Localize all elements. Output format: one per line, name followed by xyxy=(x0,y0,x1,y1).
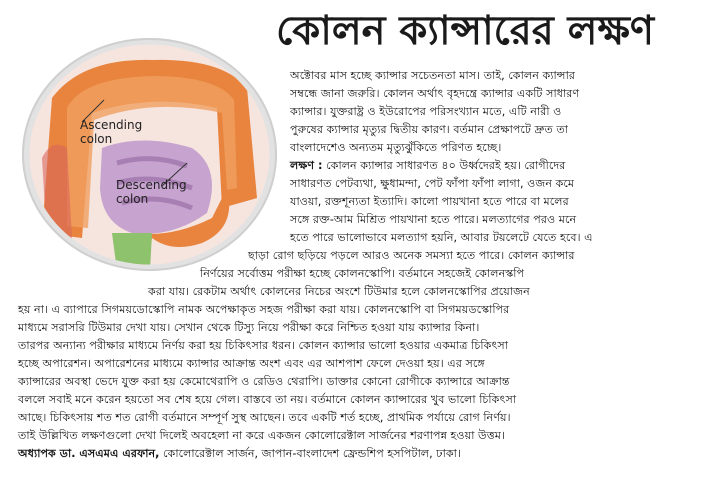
author-affiliation: কোলোরেক্টাল সার্জন, জাপান-বাংলাদেশ ফ্রেন্ডশিপ হসপিটাল, ঢাকা। xyxy=(159,447,461,460)
label-ascending-line2: colon xyxy=(80,132,113,146)
label-descending-line2: colon xyxy=(116,192,149,206)
colon-illustration xyxy=(22,38,277,271)
body-line: বললে সবাই মনে করেন হয়তো সব শেষ হয়ে গেল। বাস্তবে তা নয়। বর্তমানে কোলন ক্যান্সারের খুব ভালো চিকিৎসা xyxy=(18,393,517,406)
label-descending-line1: Descending xyxy=(116,178,187,192)
body-line: করা যায়। রেকটাম অর্থাৎ কোলনের নিচের অংশে টিউমার হলে কোলনস্কোপির প্রয়োজন xyxy=(148,285,530,298)
body-line: বাংলাদেশেও অন্যতম মৃত্যুঝুঁকিতে পরিণত হচ্ছে। xyxy=(290,141,502,154)
body-line: হচ্ছে অপারেশন। অপারেশনের মাধ্যমে ক্যান্সার আক্রান্ত অংশ এবং এর আশপাশ ফেলে দেওয়া হয়। এর সঙ্গে xyxy=(18,357,485,370)
symptoms-label: লক্ষণ : xyxy=(290,159,323,172)
body-line: হয় না। এ ব্যাপারে সিগময়ডোস্কোপি নামক অপেক্ষাকৃত সহজ পরীক্ষা করা যায়। কোলনস্কোপি বা সিগময়ডস্কোপির xyxy=(18,303,510,316)
body-line: তাই উল্লিখিত লক্ষণগুলো দেখা দিলেই অবহেলা না করে একজন কোলোরেক্টাল সার্জনের শরণাপন্ন হওয়া উত্তম। xyxy=(18,429,505,442)
body-line: ক্যান্সারের অবস্থা ভেদে যুক্ত করা হয় কেমোথেরাপি ও রেডিও থেরাপি। ডাক্তার কোনো রোগীকে ক্যান্সারে আক্রান্ত xyxy=(18,375,510,388)
label-ascending-line1: Ascending xyxy=(80,118,143,132)
body-line: হতে পারে ভালোভাবে মলত্যাগ হয়নি, আবার টয়লেটে যেতে হবে। এ xyxy=(290,231,593,244)
body-line: তারপর অন্যান্য পরীক্ষার মাধ্যমে নির্ণয় করা হয় চিকিৎসার ধরন। কোলন ক্যান্সার ভালো হওয়ার একমাত্র চিকিৎসা xyxy=(18,339,509,352)
symptoms-text: কোলন ক্যান্সার সাধারণত ৪০ উর্ধ্বদেরই হয়। রোগীদের xyxy=(322,159,566,172)
author-credit xyxy=(18,446,461,462)
body-line: সাধারণত পেটব্যথা, ক্ষুধামন্দা, পেট ফাঁপা ফাঁপা লাগা, ওজন কমে xyxy=(290,177,575,190)
label-descending-colon xyxy=(116,178,187,206)
body-line: আছে। চিকিৎসায় শত শত রোগী বর্তমানে সম্পূর্ণ সুস্থ আছেন। তবে একটি শর্ত হচ্ছে, প্রাথমিক পর্যায়ে রোগ নির্ণয়। xyxy=(18,411,511,424)
body-line: সম্বন্ধে জানা জরুরি। কোলন অর্থাৎ বৃহদন্ত্রে ক্যান্সার একটি সাধারণ xyxy=(290,87,580,100)
body-line: নির্ণয়ের সর্বোত্তম পরীক্ষা হচ্ছে কোলনস্কোপি। বর্তমানে সহজেই কোলনস্কপি xyxy=(200,267,525,280)
colon-anatomy-image xyxy=(22,38,277,271)
body-line: সঙ্গে রক্ত-আম মিশ্রিত পায়খানা হতে পারে। মলত্যাগের পরও মনে xyxy=(290,213,577,226)
body-line: ছাড়া রোগ ছড়িয়ে পড়লে আরও অনেক সমস্যা হতে পারে। কোলন ক্যান্সার xyxy=(248,249,575,262)
body-line: পুরুষের ক্যান্সার মৃত্যুর দ্বিতীয় কারণ। বর্তমান প্রেক্ষাপটে দ্রুত তা xyxy=(290,123,568,136)
author-name: অধ্যাপক ডা. এসএমএ এরফান, xyxy=(18,447,160,460)
label-ascending-colon xyxy=(80,118,142,146)
article-title: কোলন ক্যান্সারের লক্ষণ xyxy=(276,8,655,54)
body-line: যাওয়া, রক্তশূন্যতা ইত্যাদি। কালো পায়খানা হতে পারে বা মলের xyxy=(290,195,569,208)
body-line: ক্যান্সার। যুক্তরাষ্ট্র ও ইউরোপের পরিসংখ্যান মতে, এটি নারী ও xyxy=(290,105,562,118)
body-line: মাধ্যমে সরাসরি টিউমার দেখা যায়। সেখান থেকে টিস্যু নিয়ে পরীক্ষা করে নিশ্চিত হওয়া যায় ক্যান্সার কিনা। xyxy=(18,321,480,334)
body-line: অক্টোবর মাস হচ্ছে ক্যান্সার সচেতনতা মাস। তাই, কোলন ক্যান্সার xyxy=(290,69,575,82)
body-line-symptoms xyxy=(290,158,565,174)
